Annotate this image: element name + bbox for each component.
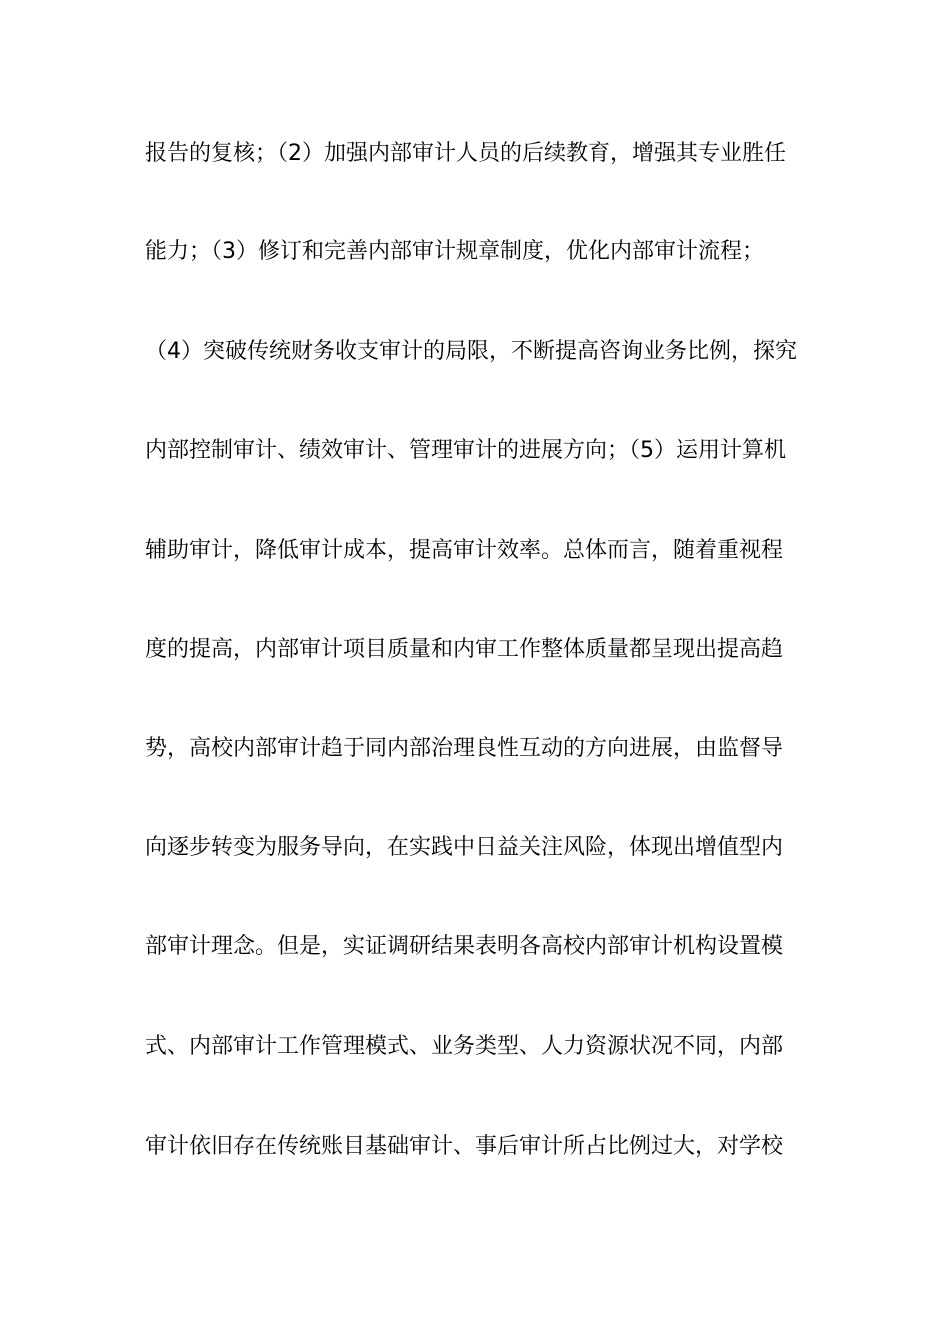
text-line: 式、内部审计工作管理模式、业务类型、人力资源状况不同，内部: [145, 1034, 784, 1059]
text-line: 能力；（3）修订和完善内部审计规章制度，优化内部审计流程；: [145, 239, 764, 264]
text-line: （4）突破传统财务收支审计的局限，不断提高咨询业务比例，探究: [145, 339, 797, 364]
text-line: 审计依旧存在传统账目基础审计、事后审计所占比例过大，对学校: [145, 1134, 784, 1159]
text-line: 部审计理念。但是，实证调研结果表明各高校内部审计机构设置模: [145, 934, 784, 959]
text-line: 度的提高，内部审计项目质量和内审工作整体质量都呈现出提高趋: [145, 637, 784, 662]
text-line: 势，高校内部审计趋于同内部治理良性互动的方向进展，由监督导: [145, 736, 784, 761]
text-line: 向逐步转变为服务导向，在实践中日益关注风险，体现出增值型内: [145, 835, 784, 860]
text-line: 内部控制审计、绩效审计、管理审计的进展方向；（5）运用计算机: [145, 438, 786, 463]
text-line: 报告的复核；（2）加强内部审计人员的后续教育，增强其专业胜任: [145, 141, 786, 166]
text-line: 辅助审计，降低审计成本，提高审计效率。总体而言，随着重视程: [145, 538, 784, 563]
